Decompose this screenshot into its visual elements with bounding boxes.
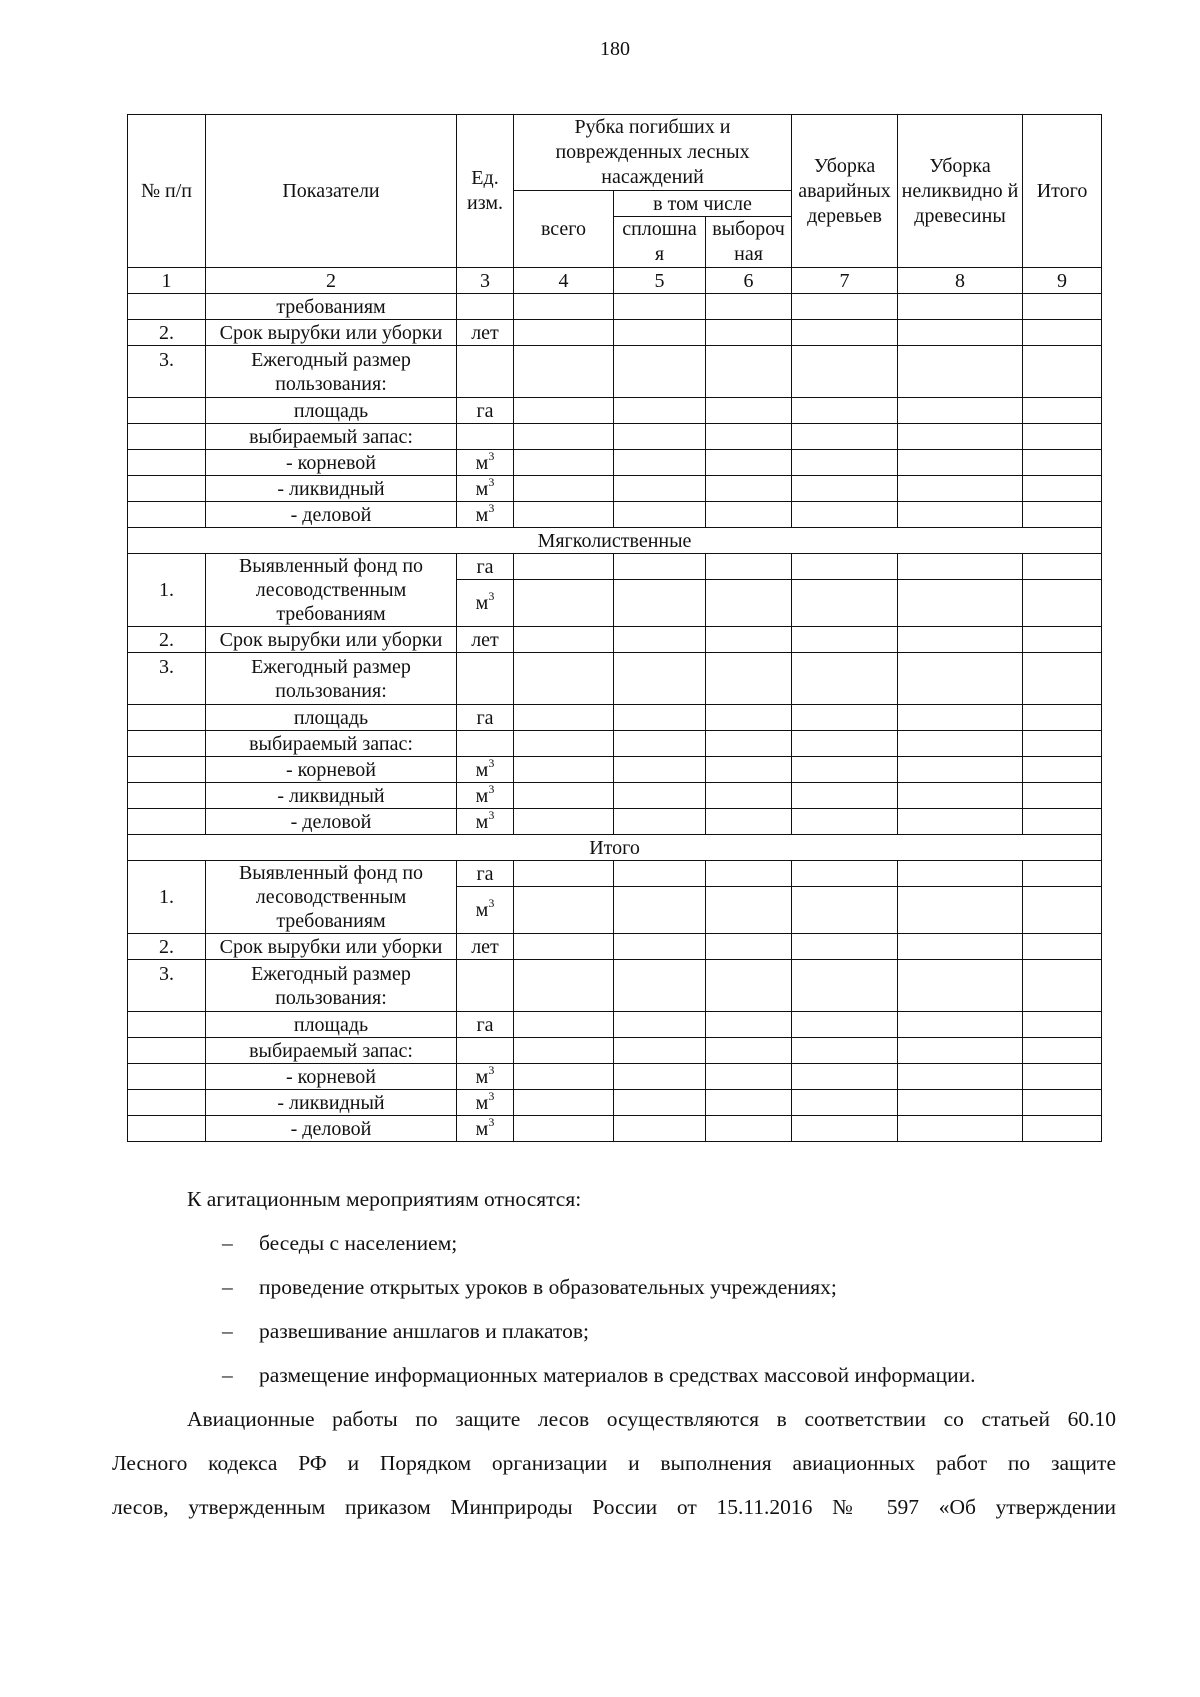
indicator-label: выбираемый запас: bbox=[206, 731, 457, 757]
unit-cell: га bbox=[457, 705, 514, 731]
list-item-text: проведение открытых уроков в образовательных учреждениях; bbox=[259, 1275, 837, 1299]
section-header-row bbox=[128, 528, 1102, 554]
table-row bbox=[128, 783, 1102, 809]
unit-cell: лет bbox=[457, 627, 514, 653]
table-row bbox=[128, 653, 1102, 705]
unit-sup: 3 bbox=[488, 808, 495, 822]
table-row bbox=[128, 757, 1102, 783]
col-number: 2 bbox=[206, 268, 457, 294]
indicator-label: требованиям bbox=[206, 294, 457, 320]
header-num: № п/п bbox=[128, 115, 206, 268]
table-row bbox=[128, 554, 1102, 580]
row-num: 2. bbox=[128, 627, 206, 653]
indicator-label: - деловой bbox=[206, 1116, 457, 1142]
indicator-label: - ликвидный bbox=[206, 476, 457, 502]
unit-m: м bbox=[475, 592, 489, 614]
bullet-dash: – bbox=[222, 1275, 233, 1299]
indicator-label: - деловой bbox=[206, 809, 457, 835]
indicator-label bbox=[206, 554, 457, 627]
table-row bbox=[128, 809, 1102, 835]
unit-cell bbox=[457, 809, 514, 835]
section-header-row bbox=[128, 835, 1102, 861]
header-emergency bbox=[792, 115, 898, 268]
header-including: в том числе bbox=[614, 191, 792, 217]
table-row bbox=[128, 861, 1102, 887]
unit-cell bbox=[457, 502, 514, 528]
unit-m: м bbox=[475, 1117, 489, 1140]
table-row bbox=[128, 934, 1102, 960]
col-number: 1 bbox=[128, 268, 206, 294]
indicator-label: выбираемый запас: bbox=[206, 1038, 457, 1064]
header-solid bbox=[614, 217, 706, 268]
indicator-label: площадь bbox=[206, 705, 457, 731]
indicator-label: выбираемый запас: bbox=[206, 424, 457, 450]
header-unit bbox=[457, 115, 514, 268]
unit-cell bbox=[457, 887, 514, 934]
unit-cell bbox=[457, 580, 514, 627]
unit-sup: 3 bbox=[488, 1063, 495, 1077]
fund-label-text: Выявленный фонд по лесоводственным требованиям bbox=[238, 862, 424, 932]
unit-m: м bbox=[475, 810, 489, 833]
header-total-all: всего bbox=[514, 191, 614, 268]
row-num: 1. bbox=[128, 861, 206, 934]
bullet-dash: – bbox=[222, 1363, 233, 1387]
header-total: Итого bbox=[1023, 115, 1102, 268]
indicator-label: - деловой bbox=[206, 502, 457, 528]
indicator-label: Срок вырубки или уборки bbox=[206, 934, 457, 960]
unit-cell: лет bbox=[457, 320, 514, 346]
list-item-text: беседы с населением; bbox=[259, 1231, 458, 1255]
indicator-label: Срок вырубки или уборки bbox=[206, 627, 457, 653]
table-row bbox=[128, 1012, 1102, 1038]
row-num: 2. bbox=[128, 320, 206, 346]
body-text bbox=[112, 1177, 1116, 1529]
header-unmarketable bbox=[898, 115, 1023, 268]
unit-sup: 3 bbox=[488, 756, 495, 770]
table-row bbox=[128, 502, 1102, 528]
row-num: 3. bbox=[128, 960, 206, 1012]
header-unit-text: Ед. изм. bbox=[467, 167, 503, 214]
fund-label-text: Выявленный фонд по лесоводственным требованиям bbox=[238, 555, 424, 625]
annual-label-text: Ежегодный размер пользования: bbox=[251, 962, 411, 1009]
col-number: 8 bbox=[898, 268, 1023, 294]
header-solid-text: сплошна я bbox=[622, 218, 697, 265]
unit-cell bbox=[457, 783, 514, 809]
unit-m: м bbox=[475, 758, 489, 781]
unit-m: м bbox=[475, 784, 489, 807]
unit-sup: 3 bbox=[488, 1115, 495, 1129]
unit-cell bbox=[457, 1064, 514, 1090]
indicator-label: - корневой bbox=[206, 1064, 457, 1090]
indicator-label: - корневой bbox=[206, 450, 457, 476]
unit-cell bbox=[457, 757, 514, 783]
unit-cell: га bbox=[457, 1012, 514, 1038]
header-unmarketable-text: Уборка неликвидно й древесины bbox=[901, 154, 1019, 227]
section-title: Итого bbox=[128, 835, 1102, 861]
col-number: 7 bbox=[792, 268, 898, 294]
unit-sup: 3 bbox=[488, 589, 495, 603]
unit-cell: лет bbox=[457, 934, 514, 960]
unit-m: м bbox=[475, 1091, 489, 1114]
row-num: 1. bbox=[128, 554, 206, 627]
list-item-text: размещение информационных материалов в средствах массовой информации. bbox=[259, 1363, 976, 1387]
table-row bbox=[128, 294, 1102, 320]
header-group-cut-text: Рубка погибших и поврежденных лесных насаждений bbox=[555, 116, 750, 188]
row-num: 2. bbox=[128, 934, 206, 960]
bullet-dash: – bbox=[222, 1231, 233, 1255]
indicator-label: - корневой bbox=[206, 757, 457, 783]
unit-cell bbox=[457, 1116, 514, 1142]
unit-m: м bbox=[475, 477, 489, 500]
indicator-label: площадь bbox=[206, 398, 457, 424]
indicator-label bbox=[206, 346, 457, 398]
list-item bbox=[112, 1309, 1116, 1353]
intro-paragraph: К агитационным мероприятиям относятся: bbox=[187, 1187, 582, 1211]
list-item bbox=[112, 1221, 1116, 1265]
table-row bbox=[128, 398, 1102, 424]
table-row bbox=[128, 705, 1102, 731]
unit-sup: 3 bbox=[488, 501, 495, 515]
table-row bbox=[128, 731, 1102, 757]
paragraph-line: Лесного кодекса РФ и Порядком организации и выполнения авиационных работ по защите bbox=[112, 1451, 1116, 1475]
unit-m: м bbox=[475, 899, 489, 921]
unit-cell bbox=[457, 1090, 514, 1116]
unit-m: м bbox=[475, 451, 489, 474]
unit-cell: га bbox=[457, 554, 514, 580]
col-number: 6 bbox=[706, 268, 792, 294]
unit-cell bbox=[457, 476, 514, 502]
list-item bbox=[112, 1353, 1116, 1397]
indicator-label: Срок вырубки или уборки bbox=[206, 320, 457, 346]
unit-cell: га bbox=[457, 861, 514, 887]
table-row bbox=[128, 476, 1102, 502]
table-row bbox=[128, 1116, 1102, 1142]
annual-label-text: Ежегодный размер пользования: bbox=[251, 655, 411, 702]
unit-sup: 3 bbox=[488, 475, 495, 489]
paragraph-line: Авиационные работы по защите лесов осуществляются в соответствии со статьей 60.10 bbox=[187, 1407, 1116, 1431]
col-number: 5 bbox=[614, 268, 706, 294]
indicator-label bbox=[206, 653, 457, 705]
annual-label-text: Ежегодный размер пользования: bbox=[251, 348, 411, 395]
unit-sup: 3 bbox=[488, 896, 495, 910]
col-number: 4 bbox=[514, 268, 614, 294]
header-indicators: Показатели bbox=[206, 115, 457, 268]
unit-m: м bbox=[475, 1065, 489, 1088]
indicator-label: - ликвидный bbox=[206, 783, 457, 809]
paragraph-line: лесов, утвержденным приказом Минприроды России от 15.11.2016 № 597 «Об утверждении bbox=[112, 1495, 1116, 1519]
header-selective bbox=[706, 217, 792, 268]
table-row bbox=[128, 960, 1102, 1012]
unit-cell bbox=[457, 450, 514, 476]
table-row bbox=[128, 1090, 1102, 1116]
header-selective-text: выбороч ная bbox=[712, 218, 785, 265]
indicator-label: площадь bbox=[206, 1012, 457, 1038]
table-row bbox=[128, 346, 1102, 398]
list-item bbox=[112, 1265, 1116, 1309]
column-numbers-row bbox=[128, 268, 1102, 294]
unit-sup: 3 bbox=[488, 1089, 495, 1103]
indicator-label: - ликвидный bbox=[206, 1090, 457, 1116]
page-number: 180 bbox=[600, 38, 630, 60]
unit-sup: 3 bbox=[488, 449, 495, 463]
unit-m: м bbox=[475, 503, 489, 526]
table-row bbox=[128, 424, 1102, 450]
list-item-text: развешивание аншлагов и плакатов; bbox=[259, 1319, 589, 1343]
forest-use-table bbox=[127, 114, 1102, 1142]
table-row bbox=[128, 1038, 1102, 1064]
table-row bbox=[128, 450, 1102, 476]
row-num: 3. bbox=[128, 346, 206, 398]
table-row bbox=[128, 1064, 1102, 1090]
table-row bbox=[128, 320, 1102, 346]
col-number: 9 bbox=[1023, 268, 1102, 294]
indicator-label bbox=[206, 960, 457, 1012]
section-title: Мягколиственные bbox=[128, 528, 1102, 554]
indicator-label bbox=[206, 861, 457, 934]
table-row bbox=[128, 627, 1102, 653]
unit-cell: га bbox=[457, 398, 514, 424]
bullet-dash: – bbox=[222, 1319, 233, 1343]
unit-sup: 3 bbox=[488, 782, 495, 796]
row-num: 3. bbox=[128, 653, 206, 705]
header-emergency-text: Уборка аварийных деревьев bbox=[798, 154, 891, 227]
col-number: 3 bbox=[457, 268, 514, 294]
header-group-cut bbox=[514, 115, 792, 191]
